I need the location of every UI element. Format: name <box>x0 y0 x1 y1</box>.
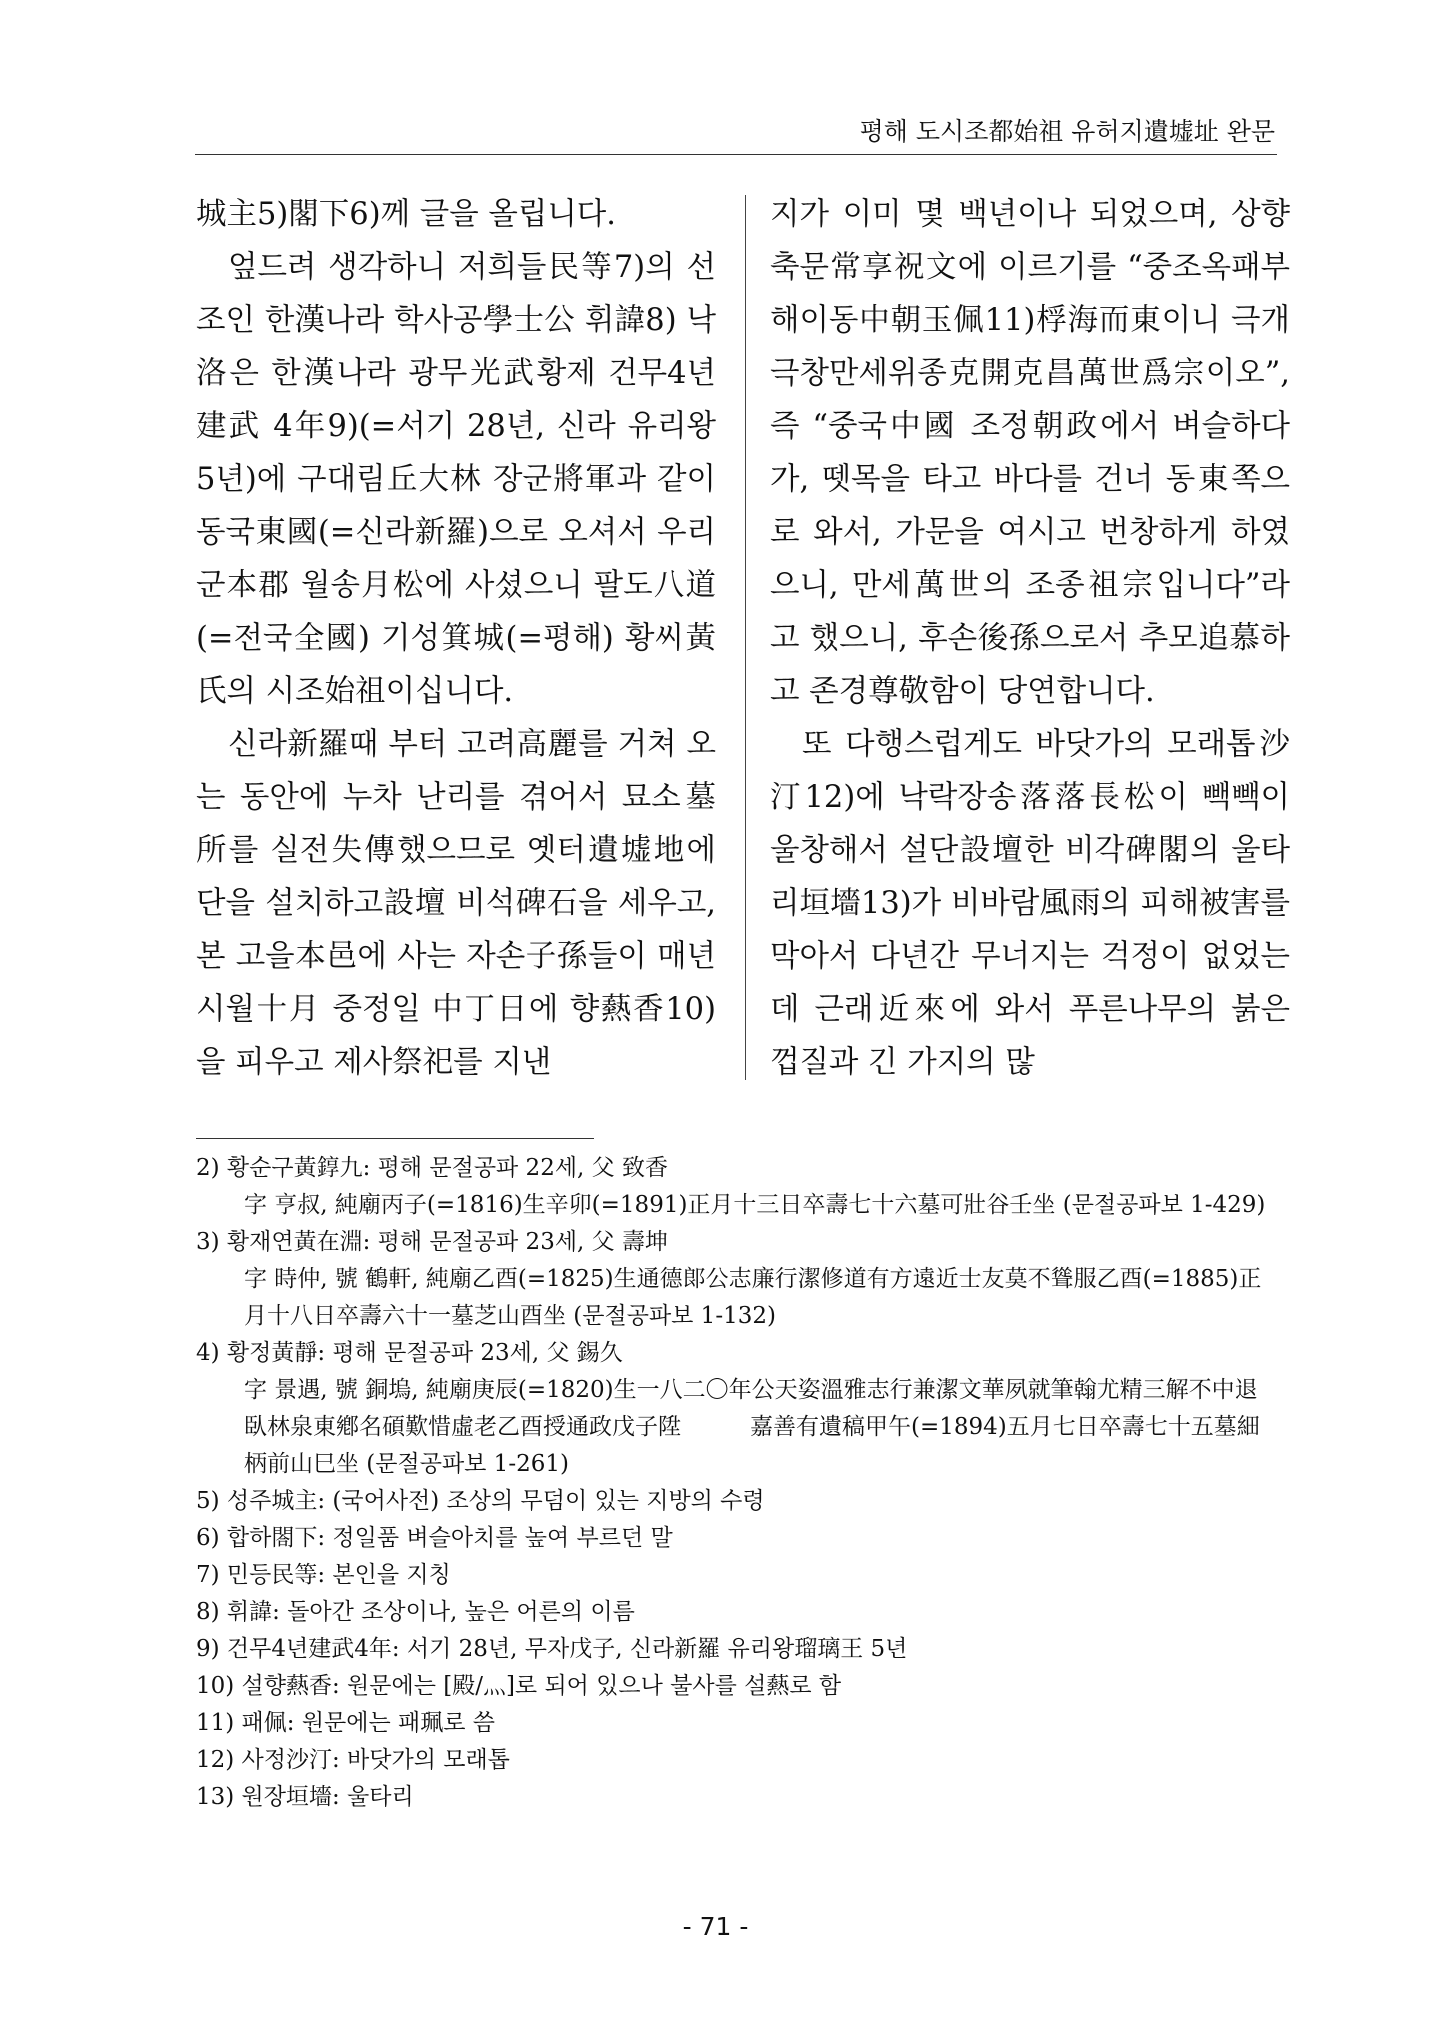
footnotes <box>196 1150 1278 1816</box>
left-paragraph-3: 신라新羅때 부터 고려高麗를 거쳐 오는 동안에 누차 난리를 겪어서 묘소墓所를 실전失傳했으므로 옛터遺墟地에 단을 설치하고設壇 비석碑石을 세우고, 본 고을本邑에 사는 자손子孫들이 매년 시월十月 중정일 中丁日에 향爇香10)을 피우고 제사祭祀를 지낸 <box>196 727 716 1080</box>
left-column <box>196 188 716 1089</box>
right-paragraph-2: 또 다행스럽게도 바닷가의 모래톱沙汀12)에 낙락장송落落長松이 빽빽이 울창해서 설단設壇한 비각碑閣의 울타리垣墻13)가 비바람風雨의 피해被害를 막아서 다년간 무너지는 걱정이 없었는데 근래近來에 와서 푸른나무의 붉은 껍질과 긴 가지의 많 <box>770 727 1290 1080</box>
footnote-12: 12) 사정沙汀: 바닷가의 모래톱 <box>196 1747 510 1773</box>
footnote-10: 10) 설향爇香: 원문에는 [殿/灬]로 되어 있으나 불사를 설爇로 함 <box>196 1673 842 1699</box>
page-number: - 71 - <box>682 1912 749 1941</box>
footnote-2-detail: 字 亨叔, 純廟丙子(=1816)生辛卯(=1891)正月十三日卒壽七十六墓可壯谷壬坐 (문절공파보 1-429) <box>244 1192 1266 1218</box>
running-header: 평해 도시조都始祖 유허지遺墟址 완문 <box>859 117 1275 146</box>
footnote-4: 4) 황정黃靜: 평해 문절공파 23세, 父 錫久 <box>196 1340 623 1366</box>
footnote-11: 11) 패佩: 원문에는 패珮로 씀 <box>196 1710 495 1736</box>
footnote-7: 7) 민등民等: 본인을 지칭 <box>196 1562 451 1588</box>
footnote-13: 13) 원장垣墻: 울타리 <box>196 1784 414 1810</box>
left-paragraph-2: 엎드려 생각하니 저희들民等7)의 선조인 한漢나라 학사공學士公 휘諱8) 낙洛은 한漢나라 광무光武황제 건무4년建武 4年9)(=서기 28년, 신라 유리왕 5년)에 구대림丘大林 장군將軍과 같이 동국東國(=신라新羅)으로 오셔서 우리 군本郡 월송月松에 사셨으니 팔도八道(=전국全國) 기성箕城(=평해) 황씨黃氏의 시조始祖이십니다. <box>196 250 716 709</box>
right-column <box>770 188 1290 1089</box>
footnote-6: 6) 합하閤下: 정일품 벼슬아치를 높여 부르던 말 <box>196 1525 673 1551</box>
footnote-3: 3) 황재연黃在淵: 평해 문절공파 23세, 父 壽坤 <box>196 1229 668 1255</box>
footnote-3-detail: 字 時仲, 號 鶴軒, 純廟乙酉(=1825)生通德郞公志廉行潔修道有方遠近士友莫不聳服乙酉(=1885)正月十八日卒壽六十一墓芝山酉坐 (문절공파보 1-132) <box>244 1266 1262 1329</box>
header-rule <box>195 154 1277 155</box>
right-paragraph-1: 지가 이미 몇 백년이나 되었으며, 상향축문常享祝文에 이르기를 “중조옥패부해이동中朝玉佩11)桴海而東이니 극개극창만세위종克開克昌萬世爲宗이오”, 즉 “중국中國 조정朝政에서 벼슬하다가, 뗏목을 타고 바다를 건너 동東쪽으로 와서, 가문을 여시고 번창하게 하였으니, 만세萬世의 조종祖宗입니다”라고 했으니, 후손後孫으로서 추모追慕하고 존경尊敬함이 당연합니다. <box>770 197 1290 709</box>
footnote-9: 9) 건무4년建武4年: 서기 28년, 무자戊子, 신라新羅 유리왕瑠璃王 5년 <box>196 1636 908 1662</box>
footnote-5: 5) 성주城主: (국어사전) 조상의 무덤이 있는 지방의 수령 <box>196 1488 765 1514</box>
footnote-rule <box>196 1138 594 1139</box>
footnote-2: 2) 황순구黃錞九: 평해 문절공파 22세, 父 致香 <box>196 1155 668 1181</box>
footnote-8: 8) 휘諱: 돌아간 조상이나, 높은 어른의 이름 <box>196 1599 635 1625</box>
left-paragraph-1: 城主5)閣下6)께 글을 올립니다. <box>196 197 616 232</box>
column-divider <box>745 195 746 1080</box>
footnote-4-detail: 字 景遇, 號 銅塢, 純廟庚辰(=1820)生一八二〇年公天姿溫雅志行兼潔文華夙就筆翰尤精三解不中退臥林泉東鄕名碩歎惜虛老乙酉授通政戊子陞 嘉善有遺稿甲午(=1894)五月七日卒壽七十五墓細柄前山巳坐 (문절공파보 1-261) <box>244 1377 1260 1477</box>
